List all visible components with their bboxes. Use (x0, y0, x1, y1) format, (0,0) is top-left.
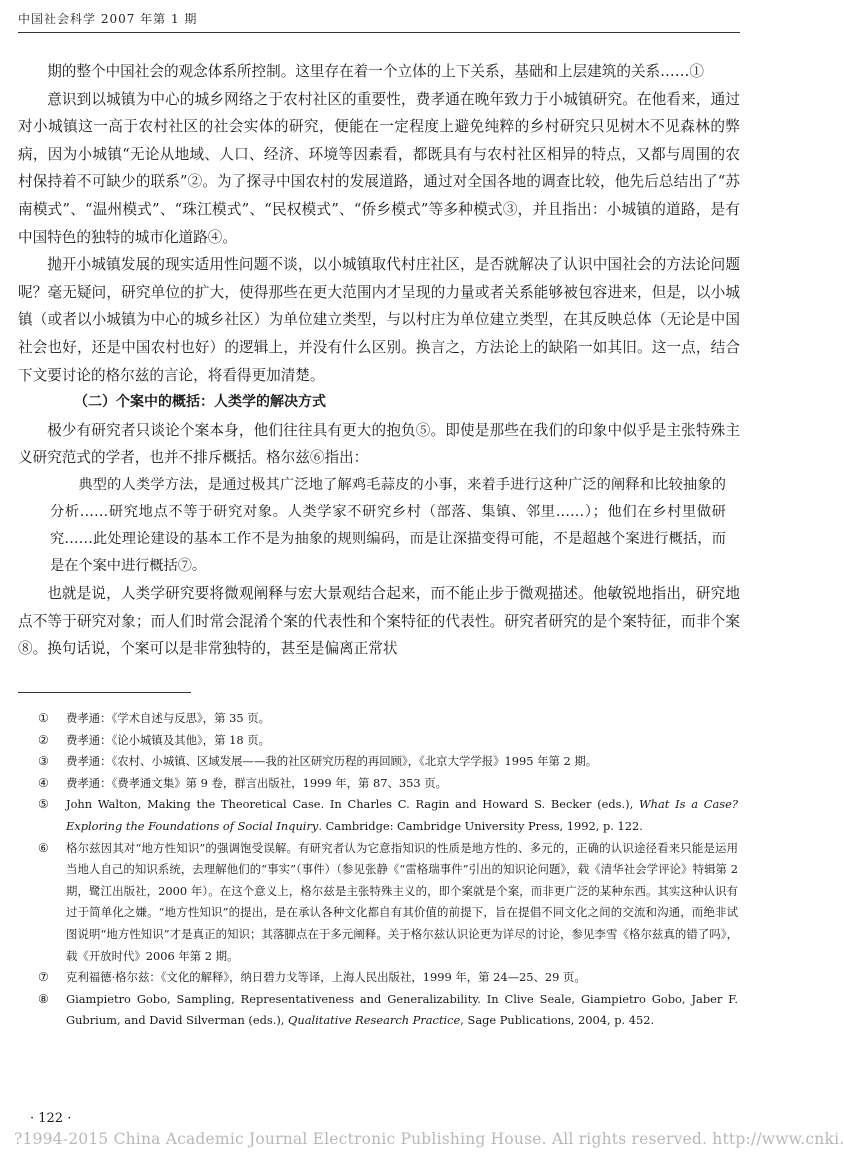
running-header: 中国社会科学 2007 年第 1 期 (18, 12, 198, 26)
footnote-text (66, 794, 738, 837)
footnote-1 (38, 708, 738, 730)
paragraph-3: 极少有研究者只谈论个案本身，他们往往具有更大的抱负⑤。即使是那些在我们的印象中似乎是主张特殊主义研究范式的学者，也并不排斥概括。格尔兹⑥指出： (18, 421, 740, 467)
footnote-marker: ④ (38, 775, 49, 790)
footnote-text: 费孝通：《费孝通文集》第 9 卷，群言出版社，1999 年，第 87、353 页。 (66, 775, 448, 790)
footnote-5 (38, 794, 738, 837)
header-rule (18, 32, 740, 33)
paragraph-2: 抛开小城镇发展的现实适用性问题不谈，以小城镇取代村庄社区，是否就解决了认识中国社会的方法论问题呢？毫无疑问，研究单位的扩大，使得那些在更大范围内才呈现的力量或者关系能够被包容进来，但是，以小城镇（或者以小城镇为中心的城乡社区）为单位建立类型，与以村庄为单位建立类型，在其反映总体（无论是中国社会也好，还是中国农村也好）的逻辑上，并没有什么区别。换言之，方法论上的缺陷一如其旧。这一点，结合下文要讨论的格尔兹的言论，将看得更加清楚。 (18, 256, 740, 384)
footnote-7 (38, 967, 738, 989)
copyright-watermark: ?1994-2015 China Academic Journal Electronic Publishing House. All rights reserved. http://www.cnki. (14, 1130, 844, 1148)
footnote-text (66, 989, 738, 1032)
footnote-text-part: . Cambridge: Cambridge University Press, 1992, p. 122. (318, 818, 643, 833)
paragraph-1: 意识到以城镇为中心的城乡网络之于农村社区的重要性，费孝通在晚年致力于小城镇研究。在他看来，通过对小城镇这一高于农村社区的社会实体的研究，便能在一定程度上避免纯粹的乡村研究只见树木不见森林的弊病，因为小城镇“无论从地域、人口、经济、环境等因素看，都既具有与农村社区相异的特点，又都与周围的农村保持着不可缺少的联系”②。为了探寻中国农村的发展道路，通过对全国各地的调查比较，他先后总结出了“苏南模式”、“温州模式”、“珠江模式”、“民权模式”、“侨乡模式”等多种模式③，并且指出：小城镇的道路，是有中国特色的独特的城市化道路④。 (18, 90, 740, 246)
footnote-text: 费孝通：《学术自述与反思》，第 35 页。 (66, 711, 270, 725)
footnotes (38, 708, 738, 1032)
paragraph-4: 也就是说，人类学研究要将微观阐释与宏大景观结合起来，而不能止步于微观描述。他敏锐地指出，研究地点不等于研究对象；而人们时常会混淆个案的代表性和个案特征的代表性。研究者研究的是个案特征，而非个案⑧。换句话说，个案可以是非常独特的，甚至是偏离正常状 (18, 584, 740, 658)
footnote-marker: ⑧ (38, 991, 49, 1006)
section-heading: （二）个案中的概括：人类学的解决方式 (74, 394, 326, 411)
footnote-book-title: Qualitative Research Practice (288, 1013, 461, 1028)
footnote-text-part: , Sage Publications, 2004, p. 452. (460, 1013, 655, 1028)
paragraph-0: 期的整个中国社会的观念体系所控制。这里存在着一个立体的上下关系，基础和上层建筑的关系……① (47, 63, 704, 80)
footnote-2 (38, 730, 738, 752)
footnote-text: 格尔兹因其对“地方性知识”的强调饱受误解。有研究者认为它意指知识的性质是地方性的、多元的，正确的认识途径看来只能是运用当地人自己的知识系统，去理解他们的“事实”（事件）（参见张静《“雷格瑞事件”引出的知识论问题》，载《清华社会学评论》特辑第 2 期，鹭江出版社，2000 年）。在这个意义上，格尔兹是主张特殊主义的，即个案就是个案，而非更广泛的某种东西。其实这种认识有过于简单化之嫌。“地方性知识”的提出，是在承认各种文化都自有其价值的前提下，旨在提倡不同文化之间的交流和沟通，而绝非试图说明“地方性知识”才是真正的知识；其落脚点在于多元阐释。关于格尔兹认识论更为详尽的讨论，参见李雪《格尔兹真的错了吗》，载《开放时代》2006 年第 2 期。 (66, 840, 738, 963)
footnote-marker: ⑥ (38, 840, 49, 855)
footnote-marker: ⑤ (38, 797, 49, 812)
footnote-marker: ③ (38, 754, 49, 769)
footnote-text: 费孝通：《农村、小城镇、区域发展——我的社区研究历程的再回顾》，《北京大学学报》1995 年第 2 期。 (66, 754, 598, 769)
footnote-3 (38, 751, 738, 773)
block-quote: 典型的人类学方法，是通过极其广泛地了解鸡毛蒜皮的小事，来着手进行这种广泛的阐释和比较抽象的分析……研究地点不等于研究对象。人类学家不研究乡村（部落、集镇、邻里……）；他们在乡村里做研究……此处理论建设的基本工作不是为抽象的规则编码，而是让深描变得可能，不是超越个案进行概括，而是在个案中进行概括⑦。 (50, 476, 726, 574)
footnote-marker: ① (38, 711, 49, 725)
footnote-6 (38, 838, 738, 968)
page-number: · 122 · (30, 1111, 72, 1126)
footnote-text: 克利福德·格尔兹：《文化的解释》，纳日碧力戈等译，上海人民出版社，1999 年，第 24—25、29 页。 (66, 970, 586, 985)
footnote-8 (38, 989, 738, 1032)
footnote-text-part: John Walton, Making the Theoretical Case. In Charles C. Ragin and Howard S. Becker (eds.), (66, 797, 639, 812)
footnote-4 (38, 773, 738, 795)
body-text (18, 58, 740, 663)
footnote-rule (18, 692, 191, 693)
footnote-marker: ⑦ (38, 970, 49, 985)
footnote-book-title: What Is a Case? Exploring the Foundations of Social Inquiry (66, 797, 738, 833)
footnote-text-part: Giampietro Gobo, Sampling, Representativeness and Generalizability. In Clive Seale, Giampietro Gobo, Jaber F. Gubrium, and David Silverman (eds.), (66, 991, 738, 1028)
footnote-marker: ② (38, 732, 49, 747)
footnote-text: 费孝通：《论小城镇及其他》，第 18 页。 (66, 732, 270, 747)
